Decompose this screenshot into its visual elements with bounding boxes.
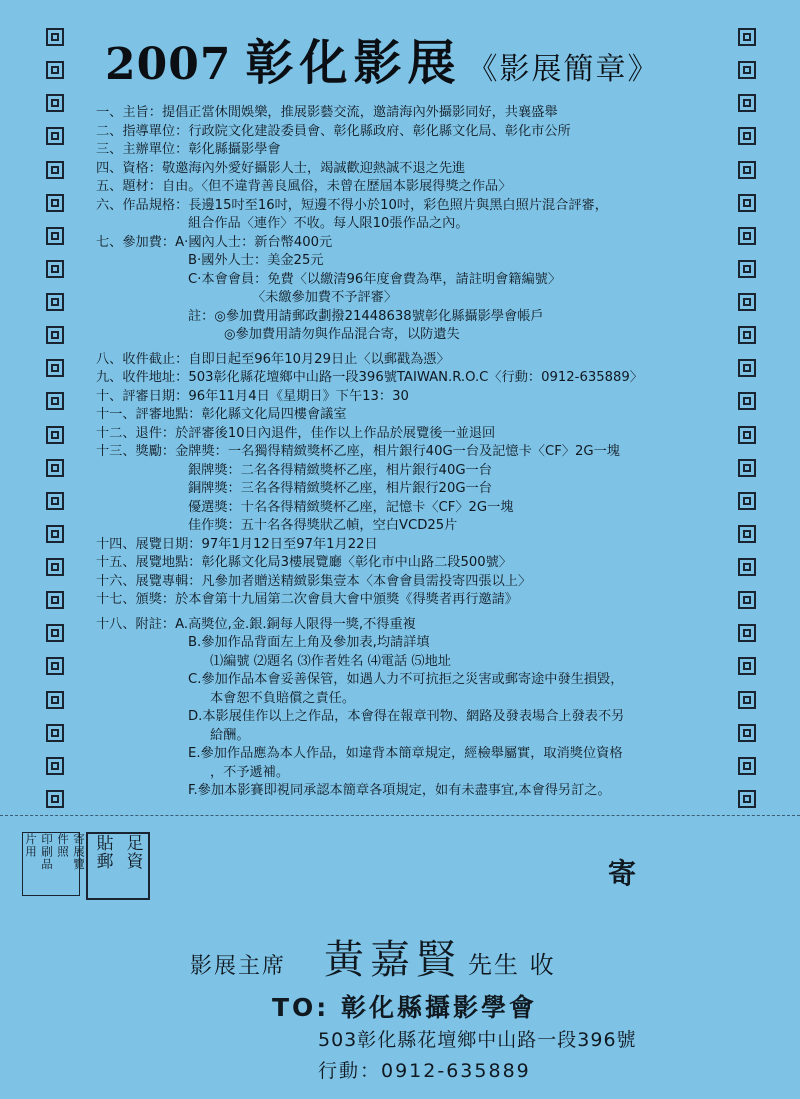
border-square-icon [46,194,64,212]
border-square-icon [738,624,756,642]
rule-text: 於本會第十九屆第二次會員大會中頒獎《得獎者再行邀請》 [175,592,518,607]
rule-text: B‧國外人士：美金25元 [188,253,324,268]
rule-text: 提倡正當休閒娛樂，推展影藝交流，邀請海內外攝影同好，共襄盛舉 [161,105,558,120]
rule-text: 優選獎：十名各得精緻獎杯乙座，記憶卡〈CF〉2G一塊 [188,499,514,515]
border-square-icon [738,591,756,609]
rule-heading: 三、主辦單位： [96,142,189,157]
border-square-icon [738,94,756,112]
rule-text: 〈未繳參加費不予評審〉 [252,290,398,305]
rule-text: 銀牌獎：二名各得精緻獎杯乙座，相片銀行40G一台 [188,462,492,478]
border-square-icon [738,558,756,576]
rule-continuation [96,782,736,801]
border-square-icon [738,260,756,278]
rule-text: 凡參加者贈送精緻影集壹本〈本會會員需投寄四張以上〉 [201,573,532,589]
rule-continuation [96,708,736,727]
rule-continuation [96,215,736,234]
rule-heading: 九、收件地址： [96,370,189,385]
right-border-ornament [738,28,758,808]
rule-item [96,425,736,444]
border-square-icon [46,161,64,179]
border-square-icon [738,293,756,311]
rule-item [96,104,736,123]
border-square-icon [738,194,756,212]
rule-item [96,591,736,610]
border-square-icon [738,790,756,808]
border-square-icon [46,359,64,377]
rule-text: 組合作品〈連作〉不收。每人限10張作品之內。 [188,216,469,231]
rule-item [96,536,736,555]
rule-continuation [96,690,736,709]
recipient-role: 影展主席 [190,954,287,979]
rule-continuation [96,252,736,271]
border-square-icon [46,757,64,775]
rule-continuation [96,462,736,481]
border-square-icon [46,127,64,145]
rule-text: B.參加作品背面左上角及參加表,均請詳填 [188,635,430,650]
rule-heading: 十八、附註： [96,616,176,632]
rule-item [96,160,736,179]
border-square-icon [46,426,64,444]
border-square-icon [46,591,64,609]
border-square-icon [738,28,756,46]
border-square-icon [46,392,64,410]
rule-text: 行政院文化建設委員會、彰化縣政府、彰化縣文化局、彰化市公所 [188,123,571,139]
rule-heading: 五、題材： [96,179,162,194]
printed-matter-box: 寄展覽 件照 印刷品 片用 [22,832,80,896]
border-square-icon [46,657,64,675]
rule-heading: 七、參加費： [96,234,176,250]
border-square-icon [46,492,64,510]
rule-item [96,443,736,462]
rule-item [96,178,736,197]
border-square-icon [738,392,756,410]
rule-heading: 十、評審日期： [96,388,189,404]
border-square-icon [738,227,756,245]
rule-text: 銅牌獎：三名各得精緻獎杯乙座，相片銀行20G一台 [188,481,492,496]
border-square-icon [46,260,64,278]
rule-continuation [96,480,736,499]
border-square-icon [738,691,756,709]
rule-continuation [96,745,736,764]
rule-heading: 十一、評審地點： [96,407,202,422]
rule-item [96,351,736,370]
rule-item [96,141,736,160]
border-square-icon [46,459,64,477]
left-border-ornament [46,28,66,808]
rule-text: 503彰化縣花壇鄉中山路一段396號TAIWAN.R.O.C〈行動：0912-635889〉 [188,370,643,385]
border-square-icon [46,724,64,742]
rule-item [96,197,736,216]
border-square-icon [46,525,64,543]
rule-continuation [96,326,736,345]
rule-continuation [96,671,736,690]
rule-continuation [96,517,736,536]
rule-continuation [96,289,736,308]
recipient-org: TO: 彰化縣攝影學會 [272,993,538,1022]
rule-heading: 八、收件截止： [96,351,189,367]
rule-item [96,234,736,253]
rule-text: ⑴編號 ⑵題名 ⑶作者姓名 ⑷電話 ⑸地址 [210,653,451,669]
send-label: 寄 [608,857,637,890]
rule-heading: 十三、獎勵： [96,444,176,459]
page-title [105,24,659,93]
rule-continuation [96,634,736,653]
border-square-icon [738,757,756,775]
border-square-icon [46,326,64,344]
rule-heading: 一、主旨： [96,105,162,120]
border-square-icon [738,161,756,179]
recipient-name: 黃嘉賢 [324,937,463,983]
rules-list [96,104,736,801]
rule-item [96,388,736,407]
rule-heading: 十六、展覽專輯： [96,573,202,589]
border-square-icon [738,426,756,444]
rule-text: 佳作獎：五十名各得獎狀乙幀，空白VCD25片 [188,518,458,533]
rule-heading: 十四、展覽日期： [96,536,202,552]
rule-heading: 六、作品規格： [96,197,189,213]
rule-continuation [96,727,736,746]
rule-text: ◎參加費用請勿與作品混合寄，以防遺失 [224,327,460,342]
rule-heading: 十五、展覽地點： [96,555,202,570]
rule-text: C‧本會會員：免費〈以繳清96年度會費為準，請註明會籍編號〉 [188,271,562,287]
title-name: 彰化影展 [245,35,462,91]
border-square-icon [46,227,64,245]
rule-heading: 十七、頒獎： [96,592,176,607]
border-square-icon [738,657,756,675]
border-square-icon [46,691,64,709]
rule-text: 註：◎參加費用請郵政劃撥21448638號彰化縣攝影學會帳戶 [188,308,544,324]
recipient-line [190,928,556,985]
rule-text: F.參加本影賽即視同承認本簡章各項規定，如有未盡事宜,本會得另訂之。 [188,783,611,798]
rule-text: 長邊15吋至16吋，短邊不得小於10吋，彩色照片與黑白照片混合評審， [188,197,608,213]
rule-text: 彰化縣文化局3樓展覽廳〈彰化市中山路二段500號〉 [201,555,512,570]
border-square-icon [738,525,756,543]
rule-item [96,554,736,573]
rule-text: 自即日起至96年10月29日止〈以郵戳為憑〉 [188,351,450,367]
rule-text: 給酬。 [210,727,250,743]
rule-continuation [96,653,736,672]
rule-heading: 十二、退件： [96,425,176,441]
rule-text: 於評審後10日內退件，佳作以上作品於展覽後一並退回 [175,425,496,441]
title-subtitle: 《影展簡章》 [467,52,660,87]
rule-text: ，不予遞補。 [210,764,290,780]
border-square-icon [46,790,64,808]
border-square-icon [738,724,756,742]
recipient-address: 503彰化縣花壇鄉中山路一段396號 [318,1029,637,1051]
rule-text: 金牌獎：一名獨得精緻獎杯乙座，相片銀行40G一台及記憶卡〈CF〉2G一塊 [175,444,620,459]
border-square-icon [738,492,756,510]
rule-text: 自由。〈但不違背善良風俗，未曾在歷屆本影展得獎之作品〉 [161,179,512,194]
rule-text: 96年11月4日《星期日》下午13：30 [188,388,409,404]
rule-text: 本會恕不負賠償之責任。 [210,690,356,706]
rule-heading: 二、指導單位： [96,123,189,139]
rule-continuation [96,499,736,518]
rule-continuation [96,308,736,327]
border-square-icon [738,61,756,79]
rule-text: E.參加作品應為本人作品，如違背本簡章規定，經檢舉屬實，取消獎位資格 [188,746,623,761]
border-square-icon [46,624,64,642]
border-square-icon [738,326,756,344]
border-square-icon [46,558,64,576]
rule-continuation [96,271,736,290]
border-square-icon [46,94,64,112]
rule-text: 彰化縣文化局四樓會議室 [201,407,347,422]
rule-text: A.高獎位,金.銀.銅每人限得一獎,不得重複 [175,616,416,632]
rule-text: D.本影展佳作以上之作品，本會得在報章刊物、網路及發表場合上發表不另 [188,709,625,724]
rule-text: 敬邀海內外愛好攝影人士，竭誠歡迎熱誠不退之先進 [161,160,466,176]
rule-text: 97年1月12日至97年1月22日 [201,536,378,552]
rule-text: 彰化縣攝影學會 [188,142,281,157]
border-square-icon [46,61,64,79]
border-square-icon [738,459,756,477]
rule-item [96,616,736,635]
border-square-icon [738,127,756,145]
border-square-icon [46,28,64,46]
border-square-icon [738,359,756,377]
rule-item [96,369,736,388]
rule-heading: 四、資格： [96,160,162,176]
recipient-suffix: 先生 收 [468,951,556,979]
rule-item [96,123,736,142]
rule-text: C.參加作品本會妥善保管，如遇人力不可抗拒之災害或郵寄途中發生損毀， [188,672,624,687]
border-square-icon [46,293,64,311]
rule-continuation [96,764,736,783]
rule-item [96,573,736,592]
rule-text: A‧國內人士：新台幣400元 [175,234,333,250]
cut-line [0,815,800,816]
rule-item [96,406,736,425]
title-year: 2007 [105,39,232,90]
recipient-phone: 行動：0912-635889 [318,1060,531,1082]
postage-stamp-box: 足資 貼郵 [86,832,150,900]
